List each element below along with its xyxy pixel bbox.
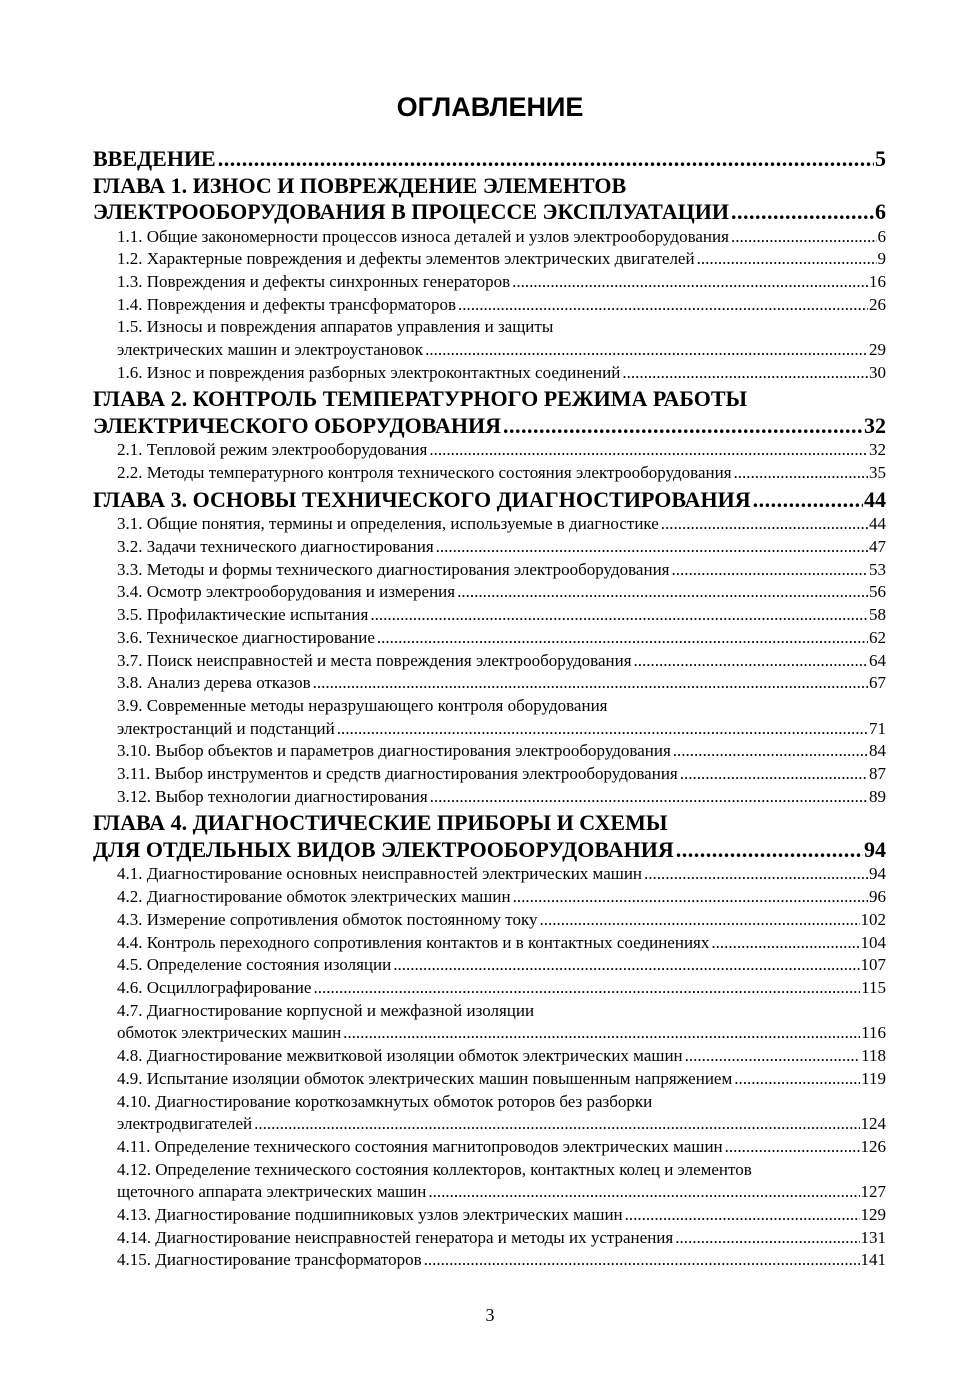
- toc-section-entry[interactable]: [93, 1159, 886, 1204]
- toc-page-number: 131: [860, 1227, 886, 1247]
- dot-leader: [343, 1022, 860, 1045]
- dot-leader: [675, 1227, 859, 1250]
- dot-leader: [370, 604, 868, 627]
- toc-entry-title: 3.2. Задачи технического диагностирования: [117, 537, 434, 557]
- toc-entry-title: 4.3. Измерение сопротивления обмоток постоянному току: [117, 909, 538, 929]
- toc-page-number: 44: [869, 514, 886, 534]
- toc-section-entry[interactable]: [93, 695, 886, 740]
- toc-entry-title: обмоток электрических машин: [117, 1023, 342, 1043]
- toc-page-number: 96: [869, 887, 886, 907]
- toc-entry-title: 3.5. Профилактические испытания: [117, 605, 369, 625]
- toc-page-number: 6: [875, 199, 886, 224]
- dot-leader: [685, 1045, 860, 1068]
- toc-entry-title: ГЛАВА 4. ДИАГНОСТИЧЕСКИЕ ПРИБОРЫ И СХЕМЫ: [93, 810, 668, 836]
- dot-leader: [711, 932, 859, 955]
- toc-section-entry[interactable]: [93, 226, 886, 249]
- toc-entry-title: 4.12. Определение технического состояния коллекторов, контактных колец и элементов: [117, 1159, 752, 1179]
- dot-leader: [424, 1249, 860, 1272]
- dot-leader: [393, 954, 859, 977]
- toc-page-number: 53: [869, 559, 886, 579]
- toc-page-number: 94: [869, 864, 886, 884]
- toc-section-entry[interactable]: [93, 316, 886, 361]
- toc-page-number: 89: [869, 786, 886, 806]
- toc-entry-title: ЭЛЕКТРООБОРУДОВАНИЯ В ПРОЦЕССЕ ЭКСПЛУАТАЦИИ: [93, 199, 729, 224]
- toc-page-number: 62: [869, 627, 886, 647]
- dot-leader: [313, 672, 868, 695]
- toc-page-number: 127: [860, 1182, 886, 1202]
- table-of-contents: [93, 146, 886, 1272]
- toc-entry-title: 1.3. Повреждения и дефекты синхронных генераторов: [117, 271, 511, 291]
- dot-leader: [697, 248, 877, 271]
- toc-page-number: 104: [860, 932, 886, 952]
- dot-leader: [622, 362, 868, 385]
- toc-page-number: 102: [860, 909, 886, 929]
- toc-section-entry[interactable]: [93, 863, 886, 886]
- toc-section-entry[interactable]: [93, 1249, 886, 1272]
- toc-entry-title: 4.7. Диагностирование корпусной и межфазной изоляции: [117, 1000, 535, 1020]
- toc-page-number: 107: [860, 955, 886, 975]
- toc-entry-title: щеточного аппарата электрических машин: [117, 1182, 427, 1202]
- toc-entry-title: электродвигателей: [117, 1114, 253, 1134]
- toc-entry-title: ДЛЯ ОТДЕЛЬНЫХ ВИДОВ ЭЛЕКТРООБОРУДОВАНИЯ: [93, 836, 674, 862]
- toc-page-number: 129: [860, 1205, 886, 1225]
- toc-page-number: 5: [875, 146, 886, 171]
- toc-page-number: 9: [877, 249, 886, 269]
- toc-entry-title: 4.6. Осциллографирование: [117, 977, 312, 997]
- toc-section-entry[interactable]: [93, 271, 886, 294]
- toc-entry-title: 3.10. Выбор объектов и параметров диагностирования электрооборудования: [117, 741, 671, 761]
- toc-entry-title: 3.8. Анализ дерева отказов: [117, 673, 311, 693]
- toc-page-number: 115: [861, 977, 886, 997]
- toc-section-entry[interactable]: [93, 672, 886, 695]
- dot-leader: [734, 462, 868, 485]
- toc-section-entry[interactable]: [93, 362, 886, 385]
- dot-leader: [539, 909, 859, 932]
- toc-page-number: 6: [877, 226, 886, 246]
- toc-page-number: 47: [869, 537, 886, 557]
- toc-entry-title: 3.1. Общие понятия, термины и определения, используемые в диагностике: [117, 514, 659, 534]
- dot-leader: [430, 786, 868, 809]
- toc-section-entry[interactable]: [93, 536, 886, 559]
- dot-leader: [254, 1113, 859, 1136]
- toc-entry-title: 4.11. Определение технического состояния магнитопроводов электрических машин: [117, 1136, 723, 1156]
- toc-entry-title: ГЛАВА 2. КОНТРОЛЬ ТЕМПЕРАТУРНОГО РЕЖИМА РАБОТЫ: [93, 386, 748, 412]
- toc-entry-title: 3.4. Осмотр электрооборудования и измерения: [117, 582, 456, 602]
- toc-section-entry[interactable]: [93, 932, 886, 955]
- toc-entry-title: ВВЕДЕНИЕ: [93, 146, 216, 171]
- toc-page-number: 44: [864, 486, 886, 512]
- toc-section-entry[interactable]: [93, 763, 886, 786]
- toc-entry-title: 1.5. Износы и повреждения аппаратов управления и защиты: [117, 317, 554, 337]
- toc-section-entry[interactable]: [93, 909, 886, 932]
- toc-page-number: 71: [869, 718, 886, 738]
- dot-leader: [458, 294, 868, 317]
- toc-section-entry[interactable]: [93, 1091, 886, 1136]
- dot-leader: [429, 439, 868, 462]
- toc-entry-title: 4.14. Диагностирование неисправностей генератора и методы их устранения: [117, 1227, 674, 1247]
- toc-entry-title: 3.12. Выбор технологии диагностирования: [117, 786, 428, 806]
- toc-section-entry[interactable]: [93, 604, 886, 627]
- toc-page-number: 94: [864, 836, 886, 862]
- toc-chapter-entry[interactable]: [93, 386, 886, 439]
- toc-section-entry[interactable]: [93, 1000, 886, 1045]
- toc-entry-title: 4.2. Диагностирование обмоток электрических машин: [117, 887, 511, 907]
- dot-leader: [634, 650, 868, 673]
- toc-page-number: 124: [860, 1114, 886, 1134]
- toc-entry-title: электрических машин и электроустановок: [117, 340, 424, 360]
- toc-entry-title: 4.10. Диагностирование короткозамкнутых обмоток роторов без разборки: [117, 1091, 653, 1111]
- dot-leader: [513, 886, 868, 909]
- toc-page-number: 29: [869, 340, 886, 360]
- toc-section-entry[interactable]: [93, 462, 886, 485]
- dot-leader: [313, 977, 860, 1000]
- toc-page-number: 56: [869, 582, 886, 602]
- toc-section-entry[interactable]: [93, 977, 886, 1000]
- page-title: ОГЛАВЛЕНИЕ: [396, 92, 584, 122]
- toc-section-entry[interactable]: [93, 650, 886, 673]
- toc-page-number: 118: [861, 1046, 886, 1066]
- toc-page-number: 35: [869, 463, 886, 483]
- toc-page-number: 84: [869, 741, 886, 761]
- toc-entry-title: 4.5. Определение состояния изоляции: [117, 955, 392, 975]
- toc-chapter-entry[interactable]: [93, 173, 886, 226]
- toc-entry-title: 3.11. Выбор инструментов и средств диагностирования электрооборудования: [117, 764, 678, 784]
- toc-section-entry[interactable]: [93, 248, 886, 271]
- toc-entry-title: электростанций и подстанций: [117, 718, 335, 738]
- toc-page-number: 87: [869, 764, 886, 784]
- toc-entry-title: 4.4. Контроль переходного сопротивления контактов и в контактных соединениях: [117, 932, 710, 952]
- dot-leader: [457, 581, 868, 604]
- toc-page-number: 32: [869, 440, 886, 460]
- toc-page-number: 116: [861, 1023, 886, 1043]
- toc-entry-title: ЭЛЕКТРИЧЕСКОГО ОБОРУДОВАНИЯ: [93, 412, 502, 438]
- dot-leader: [731, 199, 874, 226]
- toc-entry-title: 1.2. Характерные повреждения и дефекты элементов электрических двигателей: [117, 249, 695, 269]
- toc-entry-title: ГЛАВА 1. ИЗНОС И ПОВРЕЖДЕНИЕ ЭЛЕМЕНТОВ: [93, 172, 627, 198]
- toc-section-entry[interactable]: [93, 740, 886, 763]
- toc-entry-title: 4.1. Диагностирование основных неисправностей электрических машин: [117, 864, 643, 884]
- toc-section-entry[interactable]: [93, 559, 886, 582]
- toc-section-entry[interactable]: [93, 1045, 886, 1068]
- dot-leader: [503, 413, 863, 440]
- toc-section-entry[interactable]: [93, 1136, 886, 1159]
- toc-page-number: 64: [869, 650, 886, 670]
- toc-entry-title: 3.7. Поиск неисправностей и места повреждения электрооборудования: [117, 650, 632, 670]
- toc-section-entry[interactable]: [93, 1204, 886, 1227]
- toc-page-number: 16: [869, 271, 886, 291]
- toc-entry-title: 1.4. Повреждения и дефекты трансформаторов: [117, 294, 457, 314]
- toc-page-number: 26: [869, 294, 886, 314]
- toc-page-number: 67: [869, 673, 886, 693]
- toc-section-entry[interactable]: [93, 1227, 886, 1250]
- toc-entry-title: 3.9. Современные методы неразрушающего контроля оборудования: [117, 695, 608, 715]
- dot-leader: [672, 559, 869, 582]
- dot-leader: [218, 146, 874, 173]
- dot-leader: [337, 718, 868, 741]
- toc-entry-title: 3.6. Техническое диагностирование: [117, 627, 375, 647]
- toc-entry-title: 4.13. Диагностирование подшипниковых узлов электрических машин: [117, 1205, 623, 1225]
- toc-entry-title: 2.1. Тепловой режим электрооборудования: [117, 440, 428, 460]
- dot-leader: [661, 513, 868, 536]
- toc-entry-title: 2.2. Методы температурного контроля технического состояния электрооборудования: [117, 463, 732, 483]
- toc-section-entry[interactable]: [93, 294, 886, 317]
- dot-leader: [436, 536, 868, 559]
- toc-entry-title: 3.3. Методы и формы технического диагностирования электрооборудования: [117, 559, 670, 579]
- toc-entry-title: 1.6. Износ и повреждения разборных электроконтактных соединений: [117, 362, 621, 382]
- toc-section-entry[interactable]: [93, 886, 886, 909]
- toc-chapter-entry[interactable]: [93, 810, 886, 863]
- dot-leader: [377, 627, 868, 650]
- dot-leader: [680, 763, 868, 786]
- dot-leader: [725, 1136, 860, 1159]
- toc-page-number: 30: [869, 362, 886, 382]
- dot-leader: [428, 1181, 859, 1204]
- toc-section-entry[interactable]: [93, 1068, 886, 1091]
- toc-page-number: 126: [860, 1136, 886, 1156]
- dot-leader: [731, 226, 877, 249]
- dot-leader: [673, 740, 868, 763]
- toc-section-entry[interactable]: [93, 439, 886, 462]
- toc-entry-title: 4.15. Диагностирование трансформаторов: [117, 1250, 422, 1270]
- toc-page-number: 58: [869, 605, 886, 625]
- toc-section-entry[interactable]: [93, 954, 886, 977]
- page-number: 3: [485, 1305, 495, 1325]
- toc-section-entry[interactable]: [93, 581, 886, 604]
- dot-leader: [676, 837, 863, 864]
- toc-section-entry[interactable]: [93, 627, 886, 650]
- toc-entry-title: 1.1. Общие закономерности процессов износа деталей и узлов электрооборудования: [117, 226, 729, 246]
- toc-entry-title: 4.8. Диагностирование межвитковой изоляции обмоток электрических машин: [117, 1046, 683, 1066]
- toc-page-number: 119: [861, 1068, 886, 1088]
- toc-entry-title: ГЛАВА 3. ОСНОВЫ ТЕХНИЧЕСКОГО ДИАГНОСТИРОВАНИЯ: [93, 486, 751, 512]
- dot-leader: [512, 271, 868, 294]
- toc-section-entry[interactable]: [93, 786, 886, 809]
- dot-leader: [625, 1204, 860, 1227]
- dot-leader: [734, 1068, 860, 1091]
- toc-page-number: 32: [864, 412, 886, 438]
- toc-section-entry[interactable]: [93, 513, 886, 536]
- dot-leader: [425, 339, 868, 362]
- toc-chapter-entry[interactable]: [93, 146, 886, 173]
- dot-leader: [753, 487, 863, 514]
- toc-page-number: 141: [860, 1250, 886, 1270]
- toc-chapter-entry[interactable]: [93, 487, 886, 514]
- dot-leader: [644, 863, 868, 886]
- toc-entry-title: 4.9. Испытание изоляции обмоток электрических машин повышенным напряжением: [117, 1068, 733, 1088]
